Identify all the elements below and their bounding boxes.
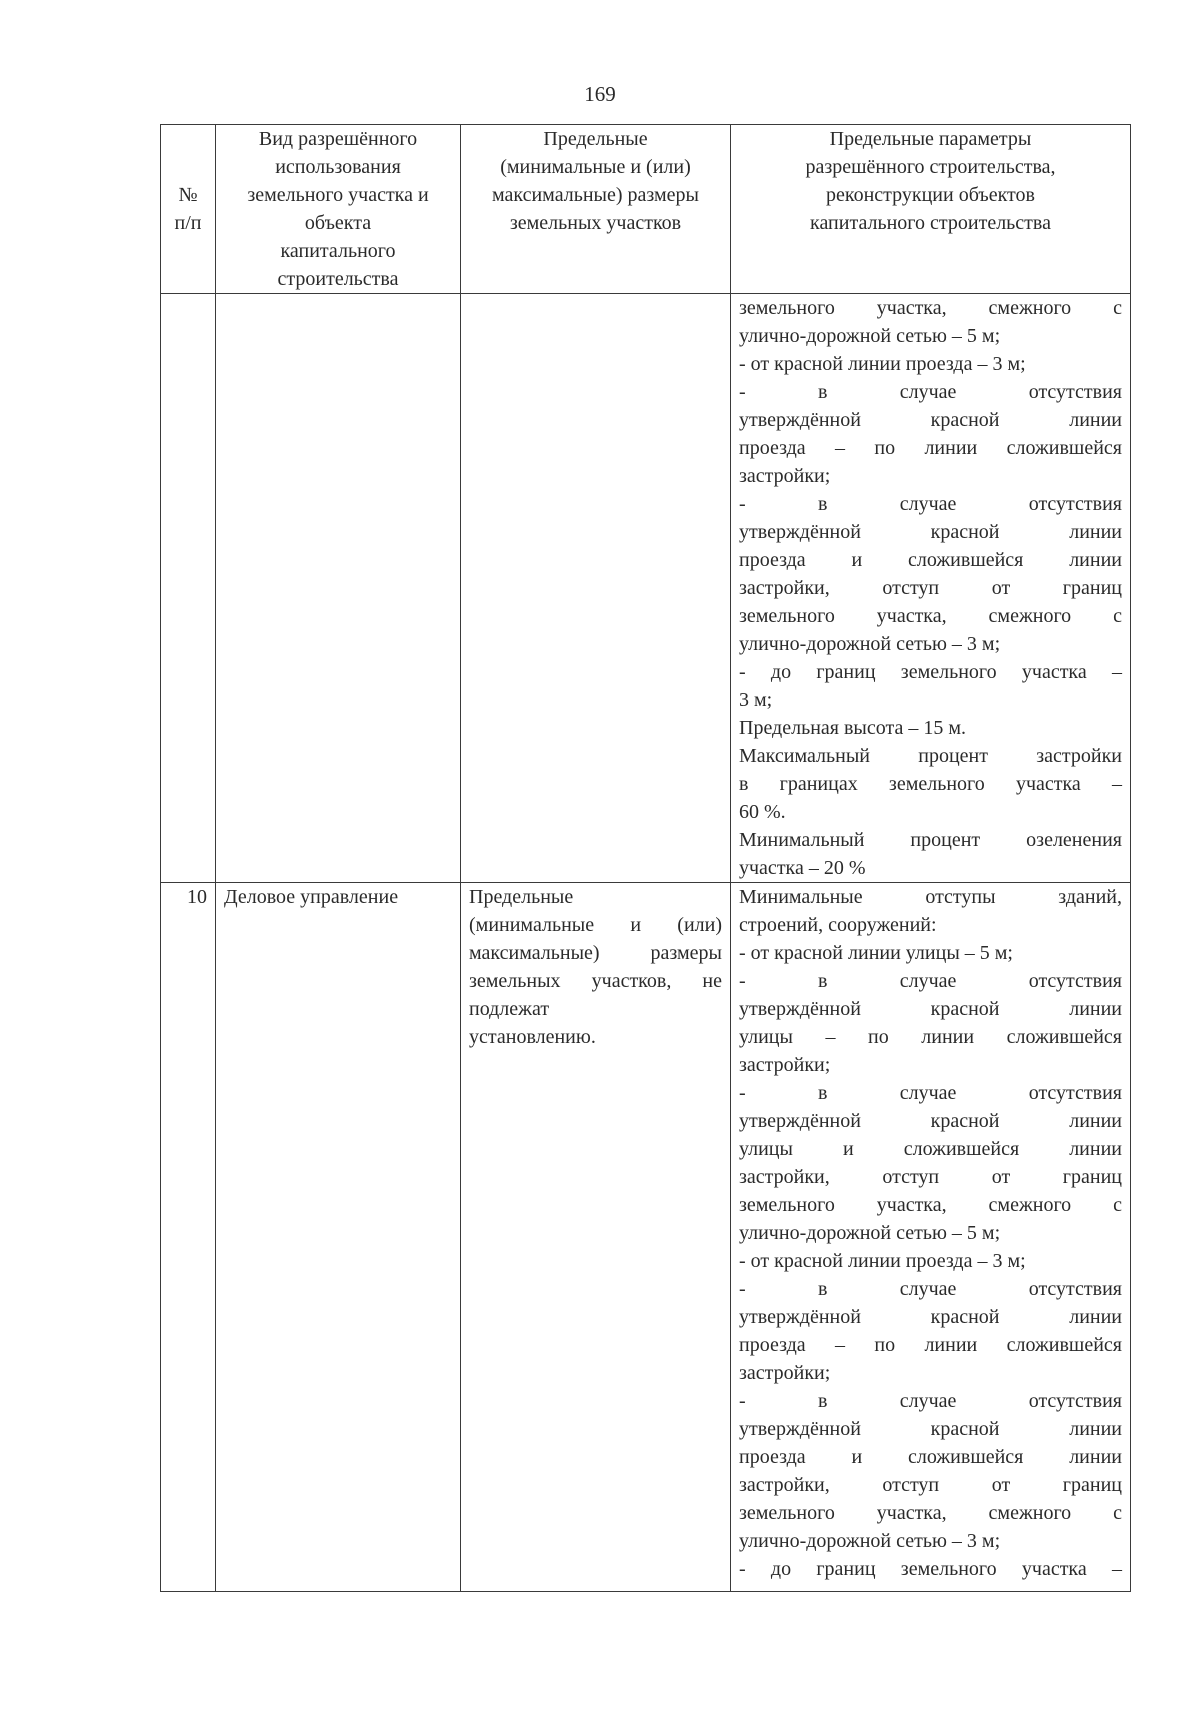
cell-line: улично-дорожной сетью – 3 м; [739, 633, 1001, 655]
header-line: объекта [304, 212, 372, 234]
cell-line: строений, сооружений: [739, 914, 937, 936]
cell-line: максимальные) размеры [469, 942, 722, 964]
cell-line: застройки, отступ от границ [739, 577, 1122, 599]
cell-line: утверждённой красной линии [739, 998, 1122, 1020]
row-use-type [216, 294, 461, 883]
header-line: Вид разрешённого [258, 128, 418, 150]
row-params [731, 883, 1131, 1592]
header-line: реконструкции объектов [826, 184, 1035, 206]
header-line: п/п [174, 212, 202, 234]
header-number [161, 125, 216, 294]
cell-line: застройки; [739, 465, 831, 487]
cell-line: Максимальный процент застройки [739, 745, 1122, 767]
header-line: максимальные) размеры [491, 184, 699, 206]
cell-line: - в случае отсутствия [739, 970, 1122, 992]
cell-line: - от красной линии улицы – 5 м; [739, 942, 1013, 964]
header-line: капитального [280, 240, 396, 262]
row-number [161, 294, 216, 883]
cell-line: улично-дорожной сетью – 5 м; [739, 1222, 1001, 1244]
cell-line: 60 %. [739, 801, 786, 823]
cell-line: подлежат [469, 998, 550, 1020]
cell-line: застройки; [739, 1362, 831, 1384]
regulations-table [160, 124, 1131, 1592]
cell-line: установлению. [469, 1026, 596, 1048]
cell-line: проезда и сложившейся линии [739, 549, 1122, 571]
header-line: использования [275, 156, 401, 178]
header-line: земельного участка и [247, 184, 429, 206]
cell-line: Предельная высота – 15 м. [739, 717, 967, 739]
table-header-row [161, 125, 1131, 294]
row-number: 10 [161, 883, 216, 1592]
header-line: разрешённого строительства, [805, 156, 1056, 178]
cell-line: земельного участка, смежного с [739, 605, 1122, 627]
header-line: строительства [277, 268, 399, 290]
cell-line: утверждённой красной линии [739, 1110, 1122, 1132]
cell-line: Предельные [469, 886, 574, 908]
cell-line: участка – 20 % [739, 857, 866, 879]
page-number: 169 [584, 82, 616, 106]
cell-line: - в случае отсутствия [739, 381, 1122, 403]
header-line: № [178, 184, 198, 206]
cell-line: застройки, отступ от границ [739, 1166, 1122, 1188]
header-plot-size [461, 125, 731, 294]
cell-line: - в случае отсутствия [739, 1082, 1122, 1104]
cell-line: - от красной линии проезда – 3 м; [739, 1250, 1026, 1272]
table-row [161, 883, 1131, 1592]
cell-line: - в случае отсутствия [739, 1390, 1122, 1412]
cell-line: Минимальные отступы зданий, [739, 886, 1122, 908]
row-plot-size [461, 294, 731, 883]
header-line: (минимальные и (или) [500, 156, 691, 178]
table-row [161, 294, 1131, 883]
header-line: Предельные параметры [829, 128, 1032, 150]
cell-line: утверждённой красной линии [739, 1418, 1122, 1440]
cell-line: (минимальные и (или) [469, 914, 722, 936]
header-use-type [216, 125, 461, 294]
header-params [731, 125, 1131, 294]
cell-line: - от красной линии проезда – 3 м; [739, 353, 1026, 375]
cell-line: - до границ земельного участка – [739, 1558, 1122, 1580]
cell-line: улицы и сложившейся линии [739, 1138, 1122, 1160]
cell-line: земельного участка, смежного с [739, 1194, 1122, 1216]
cell-line: застройки, отступ от границ [739, 1474, 1122, 1496]
cell-line: проезда и сложившейся линии [739, 1446, 1122, 1468]
cell-line: в границах земельного участка – [739, 773, 1122, 795]
cell-line: утверждённой красной линии [739, 1306, 1122, 1328]
cell-line: - до границ земельного участка – [739, 661, 1122, 683]
cell-line: застройки; [739, 1054, 831, 1076]
row-params [731, 294, 1131, 883]
cell-line: улично-дорожной сетью – 5 м; [739, 325, 1001, 347]
cell-line: улично-дорожной сетью – 3 м; [739, 1530, 1001, 1552]
row-plot-size [461, 883, 731, 1592]
cell-line: улицы – по линии сложившейся [739, 1026, 1122, 1048]
cell-line: утверждённой красной линии [739, 521, 1122, 543]
header-line: капитального строительства [810, 212, 1051, 234]
cell-line: земельного участка, смежного с [739, 1502, 1122, 1524]
cell-line: - в случае отсутствия [739, 493, 1122, 515]
cell-line: Минимальный процент озеленения [739, 829, 1122, 851]
header-line: земельных участков [509, 212, 682, 234]
cell-line: земельного участка, смежного с [739, 297, 1122, 319]
cell-line: проезда – по линии сложившейся [739, 437, 1122, 459]
cell-line: земельных участков, не [469, 970, 722, 992]
row-use-type: Деловое управление [216, 883, 461, 1592]
cell-line: - в случае отсутствия [739, 1278, 1122, 1300]
cell-line: 3 м; [739, 689, 773, 711]
header-line: Предельные [543, 128, 648, 150]
cell-line: проезда – по линии сложившейся [739, 1334, 1122, 1356]
cell-line: утверждённой красной линии [739, 409, 1122, 431]
